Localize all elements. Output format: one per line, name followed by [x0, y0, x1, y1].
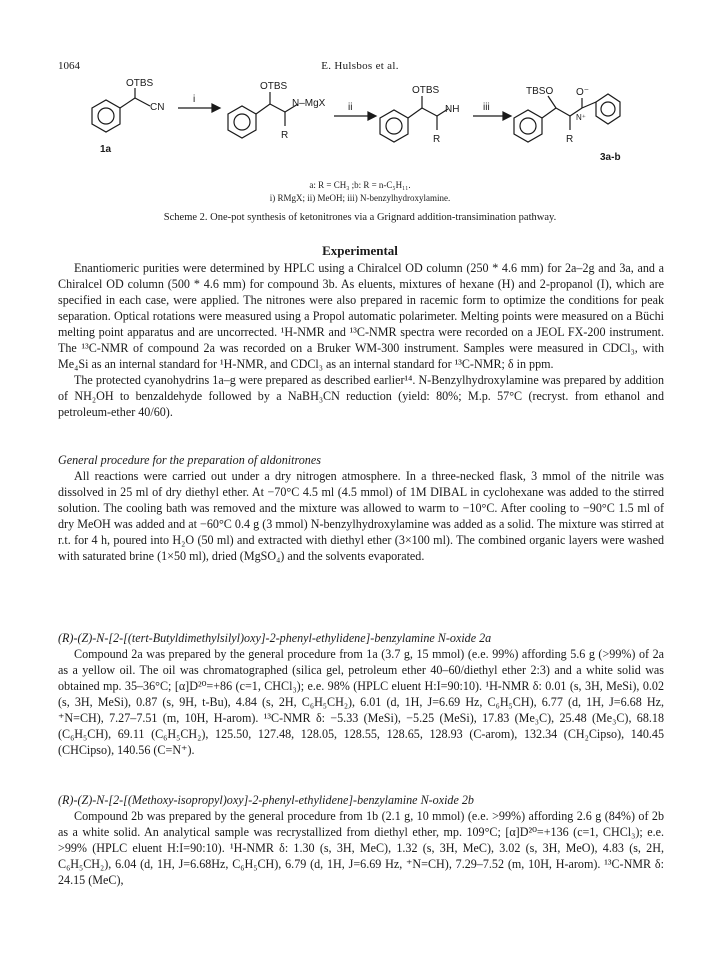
label-otbs-1: OTBS — [126, 78, 154, 89]
label-cn: CN — [150, 102, 165, 113]
label-compound-1a: 1a — [100, 144, 112, 155]
benzene-ring-1a — [92, 100, 120, 132]
compound-2a-section — [58, 630, 664, 758]
label-nh: NH — [445, 104, 460, 115]
label-r-2: R — [433, 134, 441, 145]
scheme-legend-reagents: i) RMgX; ii) MeOH; iii) N-benzylhydroxylamine. — [269, 193, 451, 203]
general-procedure-section — [58, 452, 664, 564]
scheme-caption: Scheme 2. One-pot synthesis of ketonitrones via a Grignard addition-transimination pathway. — [163, 212, 557, 223]
experimental-text — [58, 260, 664, 420]
general-procedure-paragraph: All reactions were carried out under a dry nitrogen atmosphere. In a three-necked flask, 3 mmol of the nitrile was dissolved in 25 ml of dry diethyl ether. At −70°C 4.5 ml (4.5 mmol) of 1M DIBAL in cyclohexane was added to the stirred solution. The cooling bath was removed and the mixture was allowed to warm to −10°C. After cooling to −90°C 1.5 ml of dry MeOH was added and at −60°C 0.4 g (3 mmol) N-benzylhydroxylamine was added as a solid. The mixture was stirred at r.t. for 4 h, poured into H₂O (50 ml) and extracted with diethyl ether (3×100 ml). The combined organic layers were washed with saturated brine (1×50 ml), dried (MgSO₄) and the solvents evaporated. — [58, 469, 664, 563]
label-o-minus: O⁻ — [576, 87, 590, 98]
section-heading-experimental: Experimental — [322, 243, 398, 258]
reaction-scheme — [80, 76, 640, 176]
experimental-paragraph-2: The protected cyanohydrins 1a–g were prepared as described earlier¹⁴. N-Benzylhydroxylamine was prepared by addition of NH₂OH to benzaldehyde followed by a NaBH₃CN reduction (yield: 80%; M.p. 57°C (recryst. from ethanol and petroleum-ether 40/60). — [58, 373, 664, 419]
page-number: 1064 — [58, 60, 80, 72]
label-n-plus: N⁺ — [576, 113, 586, 122]
compound-2b-title: (R)-(Z)-N-[2-[(Methoxy-isopropyl)oxy]-2-phenyl-ethylidene]-benzylamine N-oxide 2b — [58, 793, 474, 807]
compound-2b-paragraph: Compound 2b was prepared by the general procedure from 1b (2.1 g, 10 mmol) (e.e. >99%) affording 2.6 g (84%) of 2b as a white solid. An analytical sample was recrystallized from diethyl ether, mp. 109°C; [α]D²⁰=+136 (c=1, CHCl₃); e.e. >99% (HPLC eluent H:I=90:10). ¹H-NMR δ: 1.30 (s, 3H, MeC), 1.32 (s, 3H, MeC), 3.02 (s, 3H, MeO), 4.83 (s, 2H, C₆H₅CH₂), 6.04 (d, 1H, J=6.68Hz, C₆H₅CH), 6.79 (d, 1H, J=6.69 Hz, ⁺N=CH), 7.29–7.52 (m, 10H, H-arom). ¹³C-NMR δ: 24.15 (MeC), — [58, 809, 664, 887]
compound-2a-paragraph: Compound 2a was prepared by the general procedure from 1a (3.7 g, 15 mmol) (e.e. 99%) affording 5.6 g (>99%) of 2a as a yellow oil. The oil was chromatographed (silica gel, petroleum ether 40–60/diethyl ether 2:3) and a white solid was obtained mp. 35–36°C; [α]D²⁰=+86 (c=1, CHCl₃); e.e. 98% (HPLC eluent H:I=90:10). ¹H-NMR δ: 0.01 (s, 3H, MeSi), 0.02 (s, 3H, MeSi), 0.87 (s, 9H, t-Bu), 4.84 (s, 2H, C₆H₅CH₂), 6.01 (d, 1H, J=6.69 Hz, C₆H₅CH), 6.77 (d, 1H, J=6.68 Hz, ⁺N=CH), 7.27–7.51 (m, 10H, H-arom). ¹³C-NMR δ: −5.33 (MeSi), −5.25 (MeSi), 17.83 (Me₃C), 25.48 (Me₃C), 68.18 (C₆H₅CH), 69.11 (C₆H₅CH₂), 125.50, 127.48, 128.05, 128.55, 128.65, 128.93 (C-arom), 132.34 (CH₂Cipso), 140.45 (CHCipso), 140.56 (C=N⁺). — [58, 647, 664, 757]
compound-2b-section — [58, 792, 664, 888]
compound-2a-title: (R)-(Z)-N-[2-[(tert-Butyldimethylsilyl)oxy]-2-phenyl-ethylidene]-benzylamine N-oxide 2a — [58, 631, 492, 645]
running-head: E. Hulsbos et al. — [321, 60, 399, 72]
general-procedure-subheading: General procedure for the preparation of aldonitrones — [58, 453, 321, 467]
label-step-ii: ii — [348, 102, 353, 113]
label-r-1: R — [281, 130, 289, 141]
label-compound-3ab: 3a-b — [600, 152, 621, 163]
label-tbso: TBSO — [526, 86, 554, 97]
benzene-ring-2 — [228, 106, 256, 138]
experimental-paragraph-1: Enantiomeric purities were determined by HPLC using a Chiralcel OD column (250 * 4.6 mm) for 2a–2g and 3a, and a Chiralcel OD column (500 * 4.6 mm) for compound 3b. As eluents, mixtures of hexane (H) and 2-propanol (I), which are specified in each case, were applied. The nitrones were also prepared in racemic form to optimize the conditions for peak separation. Optical rotations were measured using a Propol automatic polarimeter. Melting points were measured on a Büchi melting point apparatus and are uncorrected. ¹H-NMR and ¹³C-NMR spectra were recorded on a JEOL FX-200 instrument. The ¹³C-NMR of compound 2a was recorded on a Bruker WM-300 instrument. Samples were measured in CDCl₃, with Me₄Si as an internal standard for ¹H-NMR, and CDCl₃ as an internal standard for ¹³C-NMR; δ in ppm. — [58, 261, 664, 371]
benzene-ring-4 — [514, 110, 542, 142]
label-step-i: i — [193, 94, 196, 105]
label-r-3: R — [566, 134, 574, 145]
label-step-iii: iii — [483, 102, 490, 113]
label-otbs-3: OTBS — [412, 85, 440, 96]
benzene-ring-5 — [596, 94, 620, 124]
scheme-legend-substituents: a: R = CH₃ ;b: R = n-C₅H₁₁. — [309, 180, 411, 190]
label-otbs-2: OTBS — [260, 81, 288, 92]
benzene-ring-3 — [380, 110, 408, 142]
label-nmgx: N–MgX — [292, 98, 326, 109]
